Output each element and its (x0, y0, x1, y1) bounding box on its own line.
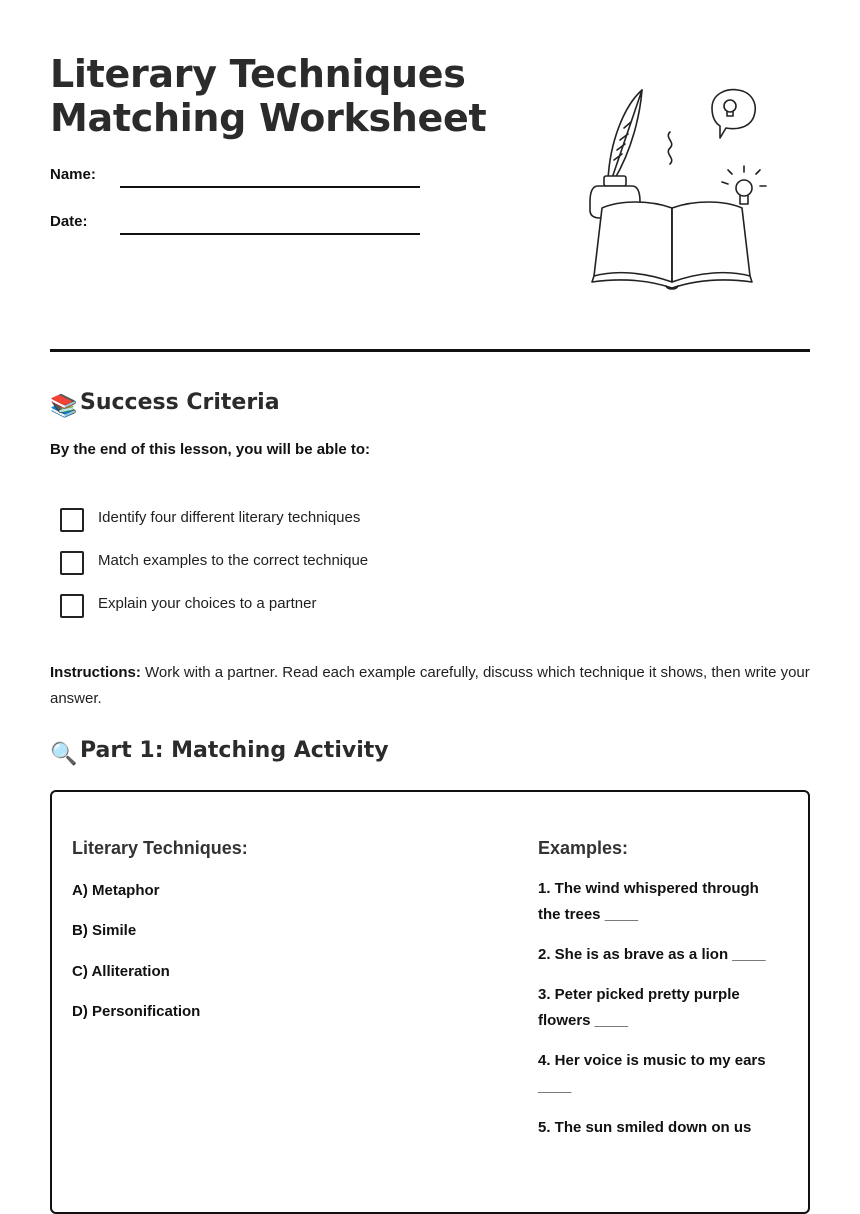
part1-heading (50, 738, 389, 767)
ink-squiggle (668, 132, 671, 164)
name-label: Name: (50, 166, 96, 183)
examples-heading: Examples: (538, 838, 629, 858)
techniques-heading: Literary Techniques: (72, 838, 248, 858)
success-criteria-heading (50, 390, 280, 419)
magnifier-icon: 🔍 (50, 742, 78, 767)
name-field-line[interactable] (120, 186, 420, 188)
success-criteria-intro: By the end of this lesson, you will be able to: (50, 441, 371, 458)
title-line-2: Matching Worksheet (50, 96, 487, 140)
example-item: 2. She is as brave as a lion ____ (538, 946, 766, 963)
date-field-line[interactable] (120, 233, 420, 235)
books-icon: 📚 (50, 394, 78, 419)
matching-activity-box (50, 790, 810, 1214)
header-divider (50, 349, 810, 352)
thought-bubble-icon (712, 90, 755, 138)
example-item: 1. The wind whispered through the trees ____ (538, 880, 759, 923)
part1-title: Part 1: Matching Activity (80, 738, 389, 763)
instructions (50, 660, 810, 712)
example-item: 5. The sun smiled down on us (538, 1119, 752, 1136)
criteria-checkbox[interactable] (60, 594, 84, 618)
example-item: 3. Peter picked pretty purple flowers ____ (538, 986, 740, 1029)
success-criteria-title: Success Criteria (80, 390, 280, 415)
criteria-text: Explain your choices to a partner (98, 595, 317, 612)
technique-item: B) Simile (72, 922, 137, 939)
instructions-text: Work with a partner. Read each example carefully, discuss which technique it shows, then write your answer. (50, 664, 810, 707)
criteria-text: Match examples to the correct technique (98, 552, 369, 569)
book-quill-illustration (580, 80, 780, 290)
lightbulb-icon (722, 166, 766, 204)
title-line-1: Literary Techniques (50, 52, 466, 96)
technique-item: C) Alliteration (72, 963, 170, 980)
criteria-checkbox[interactable] (60, 551, 84, 575)
quill-pen-icon (608, 90, 642, 184)
criteria-text: Identify four different literary techniques (98, 509, 361, 526)
open-book-icon (592, 202, 752, 289)
technique-item: A) Metaphor (72, 882, 160, 899)
technique-item: D) Personification (72, 1003, 201, 1020)
date-label: Date: (50, 213, 88, 230)
criteria-checkbox[interactable] (60, 508, 84, 532)
example-item: 4. Her voice is music to my ears ____ (538, 1052, 766, 1095)
instructions-label: Instructions: (50, 664, 141, 681)
worksheet-title (50, 52, 486, 140)
